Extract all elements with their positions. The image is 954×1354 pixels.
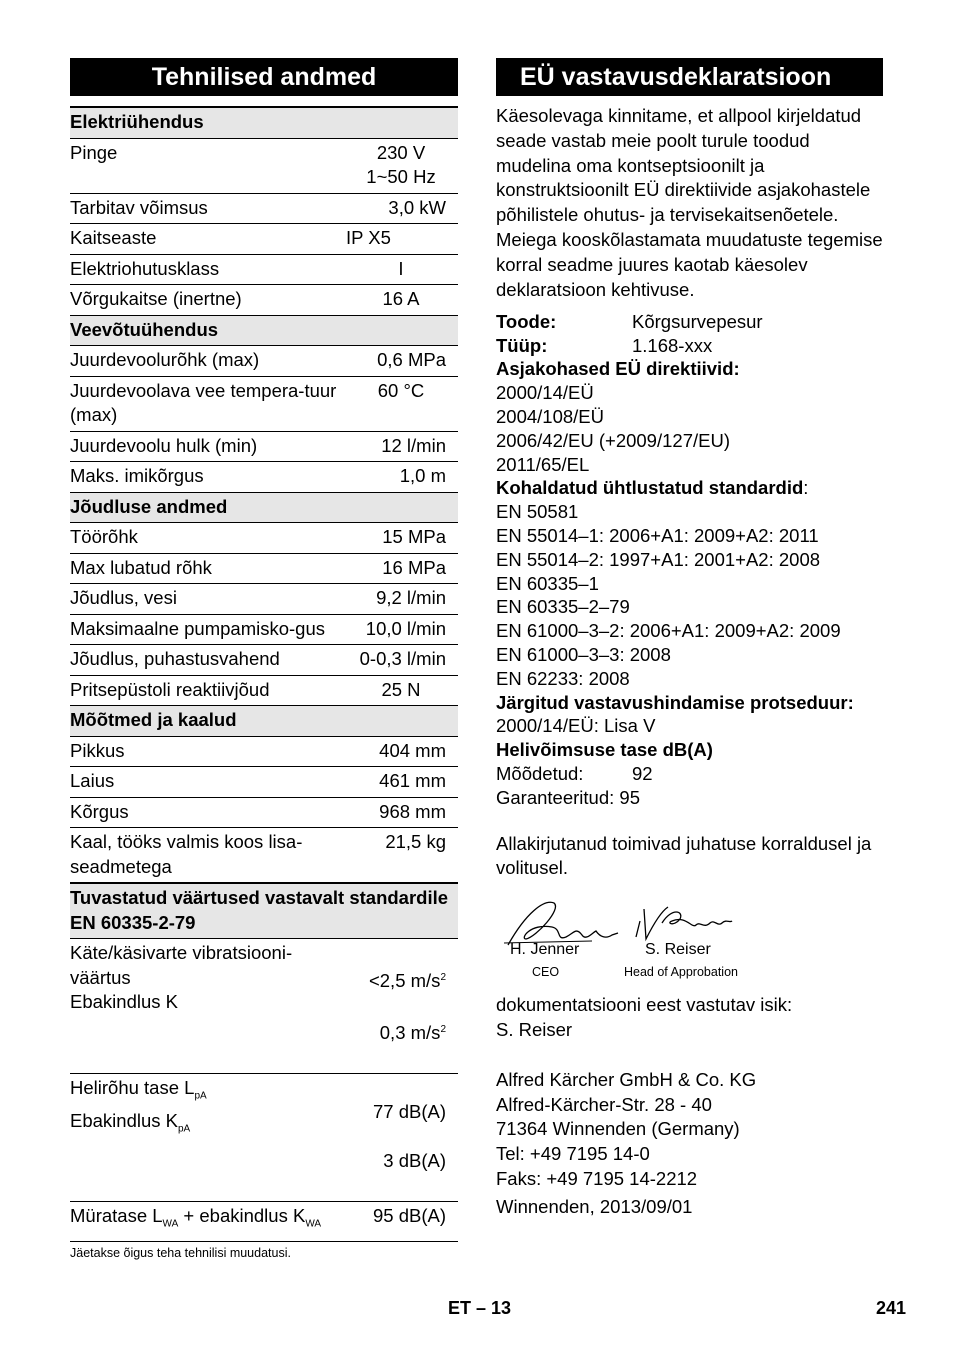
uncertainty-label: Ebakindlus K (70, 991, 178, 1012)
signer1-role: CEO (532, 965, 560, 980)
table-row: Juurdevoolava vee tempera-tuur (max) 60 °C (70, 376, 458, 431)
declaration-column (496, 58, 896, 1219)
section-header: Veevõtuühendus (70, 315, 458, 346)
product-line: Toode: Kõrgsurvepesur (496, 311, 763, 333)
spec-table (70, 106, 458, 1242)
table-row: Jõudlus, vesi 9,2 l/min (70, 584, 458, 615)
vibration-uncertainty-value: 0,3 $m/s^2$ (379, 1021, 446, 1043)
vibration-value: <2,5 $m/s^2$ (368, 969, 446, 991)
type-line: Tüüp: 1.168-xxx (496, 334, 713, 356)
technical-data-column (70, 58, 458, 1260)
page-number: 241 (876, 1298, 907, 1318)
table-row (70, 939, 458, 1074)
standard-item: EN 61000–3–2: 2006+A1: 2009+A2: 2009 (496, 620, 841, 642)
directive-item: 2000/14/EÜ (496, 382, 594, 404)
procedure-value: 2000/14/EÜ: Lisa V (496, 715, 656, 737)
standard-item: EN 50581 (496, 501, 579, 523)
section-header: Tuvastatud väärtused vastavalt standardile EN 60335-2-79 (70, 883, 458, 939)
directive-item: 2006/42/EU (+2009/127/EU) (496, 429, 730, 451)
table-row: Juurdevoolu hulk (min) 12 l/min (70, 431, 458, 462)
table-row: Maksimaalne pumpamisko-gus 10,0 l/min (70, 614, 458, 645)
table-row (70, 1202, 458, 1241)
directives-title: Asjakohased EÜ direktiivid: (496, 358, 740, 380)
signature-block (496, 893, 896, 993)
sound-power-title: Helivõimsuse tase dB(A) (496, 739, 713, 761)
table-row (70, 1073, 458, 1202)
table-row: Kõrgus 968 mm (70, 797, 458, 828)
address-line: Alfred Kärcher GmbH & Co. KG (496, 1068, 757, 1090)
doc-responsible-name: S. Reiser (496, 1018, 573, 1040)
table-row: Jõudlus, puhastusvahend 0-0,3 l/min (70, 645, 458, 676)
standard-item: EN 61000–3–3: 2008 (496, 643, 671, 665)
page-label: ET – 13 (448, 1298, 512, 1318)
sound-power-value: 95 dB(A) (344, 1202, 458, 1241)
table-row: Võrgukaitse (inertne) 16 A (70, 285, 458, 316)
table-row: Pikkus 404 mm (70, 736, 458, 767)
standards-title: Kohaldatud ühtlustatud standardid: (496, 477, 809, 499)
standard-item: EN 55014–2: 1997+A1: 2001+A2: 2008 (496, 548, 821, 570)
section-header: Elektriühendus (70, 107, 458, 138)
declaration-title: EÜ vastavusdeklaratsioon (496, 58, 883, 96)
section-header: Mõõtmed ja kaalud (70, 706, 458, 737)
technical-data-title: Tehnilised andmed (70, 58, 458, 96)
table-row: Kaitseaste IP X5 (70, 224, 458, 255)
table-row: Pritsepüstoli reaktiivjõud 25 N (70, 675, 458, 706)
section-header: Jõudluse andmed (70, 492, 458, 523)
table-row: Pinge 230 V 1~50 Hz (70, 138, 458, 193)
sound-pressure-value: 77 dB(A) (372, 1101, 446, 1123)
doc-responsible-label: dokumentatsiooni eest vastutav isik: (496, 994, 793, 1016)
vibration-label: Käte/käsivarte vibratsiooni-väärtus (70, 942, 293, 988)
procedure-title: Järgitud vastavushindamise protseduur: (496, 691, 854, 713)
address-line: Tel: +49 7195 14-0 (496, 1143, 650, 1165)
address-line: Alfred-Kärcher-Str. 28 - 40 (496, 1093, 712, 1115)
standard-item: EN 62233: 2008 (496, 667, 630, 689)
directive-item: 2011/65/EL (496, 453, 590, 475)
place-date: Winnenden, 2013/09/01 (496, 1195, 693, 1217)
table-row: Juurdevoolurõhk (max) 0,6 MPa (70, 346, 458, 377)
signer2-role: Head of Approbation (624, 965, 738, 980)
standard-item: EN 60335–2–79 (496, 596, 630, 618)
table-row: Laius 461 mm (70, 767, 458, 798)
measured-line: Mõõdetud: 92 (496, 762, 653, 784)
sound-uncertainty-label: Ebakindlus $K_{pA}$ (70, 1110, 191, 1135)
signer1-name: H. Jenner (510, 941, 580, 959)
table-row: Maks. imikõrgus 1,0 m (70, 462, 458, 493)
standard-item: EN 60335–1 (496, 572, 599, 594)
guaranteed-line: Garanteeritud: 95 (496, 786, 640, 808)
table-row: Max lubatud rõhk 16 MPa (70, 553, 458, 584)
intro-paragraph: Käesolevaga kinnitame, et allpool kirjeldatud seade vastab meie poolt turule toodud mudelina oma kontseptsioonilt ja konstruktsioonilt EÜ direktiivide asjakohastele põhilistele ohutus- ja tervisekaitsenõetele. Meiega kooskõlastamata muudatuste tegemise korral seadme juures kaotab käesolev deklaratsioon kehtivuse. (496, 105, 883, 300)
sound-uncertainty-value: 3 dB(A) (383, 1150, 446, 1172)
address-line: 71364 Winnenden (Germany) (496, 1118, 740, 1140)
signer2-name: S. Reiser (645, 941, 711, 959)
directive-item: 2004/108/EÜ (496, 405, 605, 427)
sound-power-label: Müratase $L_{WA}$ + ebakindlus $K_{WA}$ (70, 1202, 344, 1241)
signed-paragraph: Allakirjutanud toimivad juhatuse korraldusel ja volitusel. (496, 832, 872, 879)
sound-pressure-label: Helirõhu tase $L_{pA}$ (70, 1076, 207, 1102)
table-row: Tarbitav võimsus 3,0 kW (70, 193, 458, 224)
table-row: Kaal, tööks valmis koos lisa-seadmetega 21,5 kg (70, 828, 458, 884)
footnote: Jäetakse õigus teha tehnilisi muudatusi. (70, 1245, 291, 1260)
table-row: Elektriohutusklass I (70, 254, 458, 285)
table-row: Töörõhk 15 MPa (70, 523, 458, 554)
standard-item: EN 55014–1: 2006+A1: 2009+A2: 2011 (496, 524, 819, 546)
address-line: Faks: +49 7195 14-2212 (496, 1167, 698, 1189)
